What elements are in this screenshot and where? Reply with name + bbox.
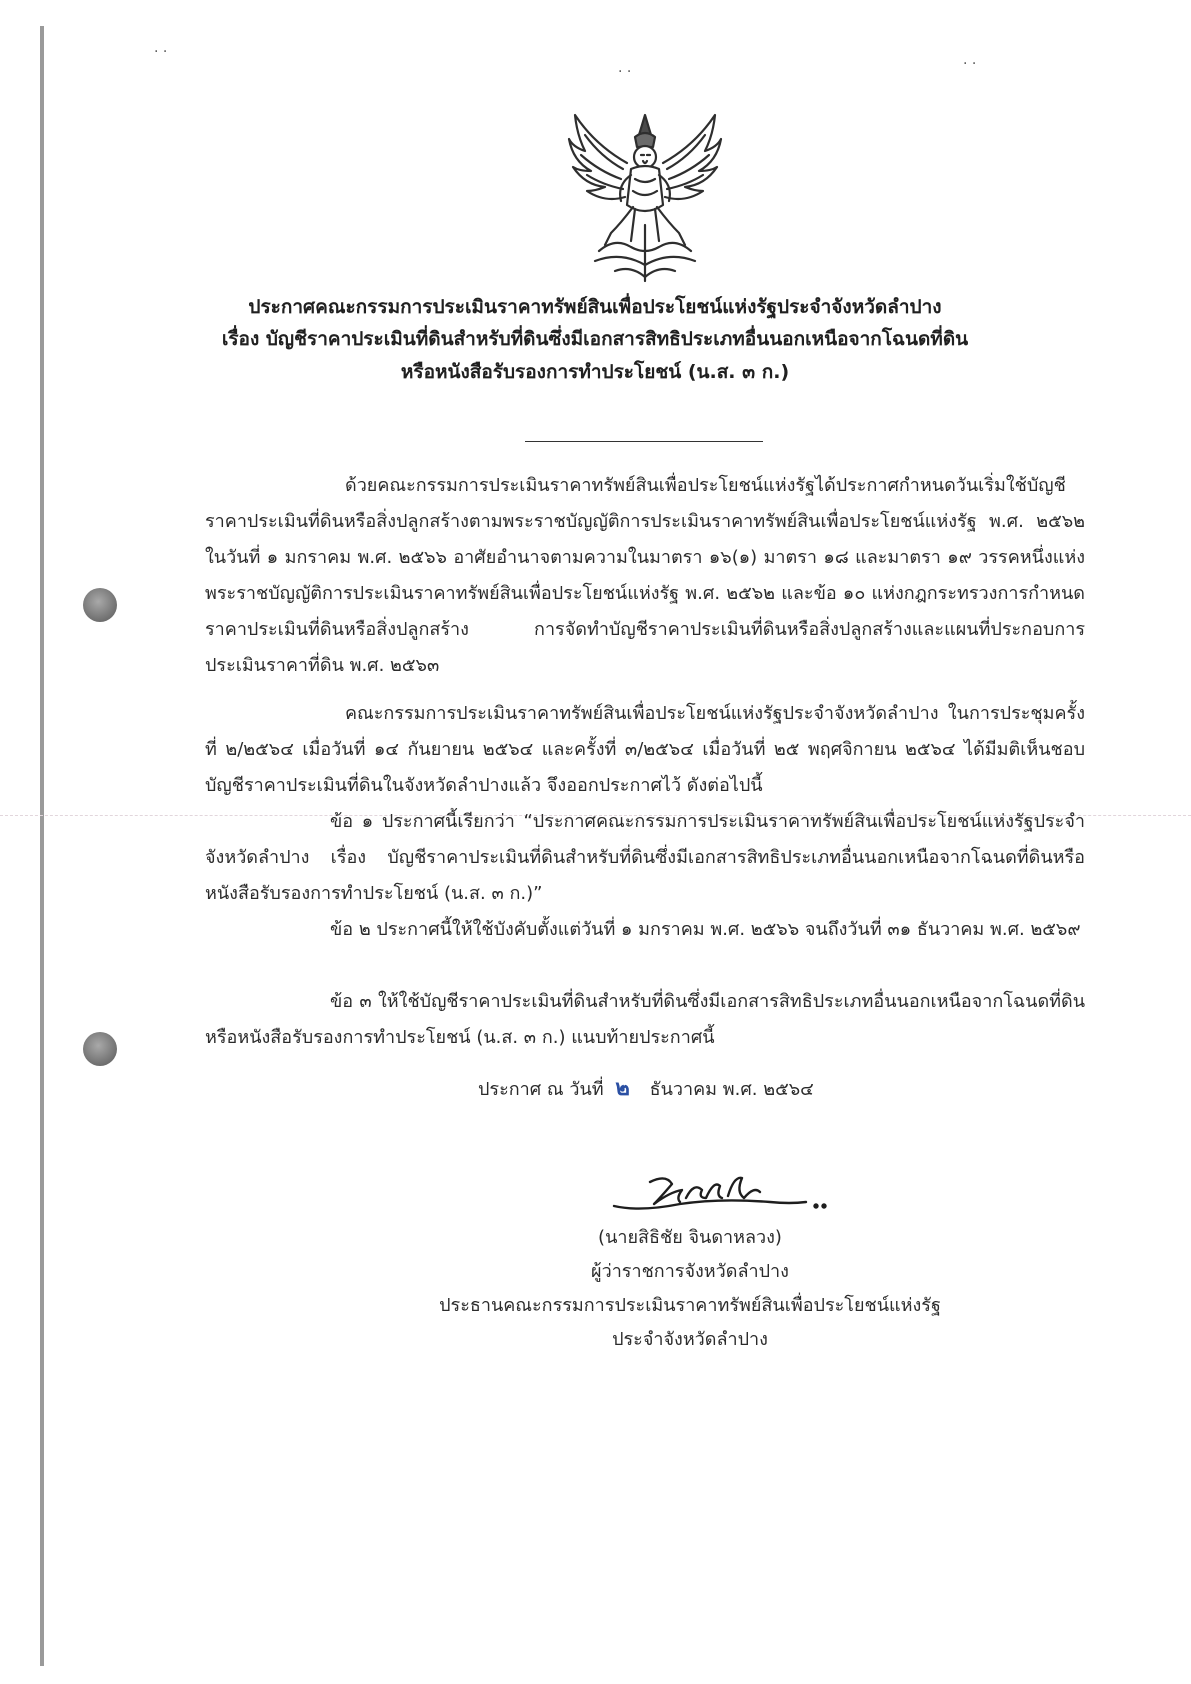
signatory-name: (นายสิธิชัย จินดาหลวง) bbox=[598, 1227, 782, 1248]
announcement-prefix: ประกาศ ณ วันที่ bbox=[478, 1079, 604, 1100]
scan-speck: · · bbox=[154, 44, 168, 60]
meeting-paragraph: คณะกรรมการประเมินราคาทรัพย์สินเพื่อประโยชน์แห่งรัฐประจำจังหวัดลำปาง ในการประชุมครั้งที่ ๒/๒๕๖๔ เมื่อวันที่ ๑๔ กันยายน ๒๕๖๔ และครั้งที่ ๓/๒๕๖๔ เมื่อวันที่ ๒๕ พฤศจิกายน ๒๕๖๔ ได้มีมติเห็นชอบบัญชีราคาประเมินที่ดินในจังหวัดลำปางแล้ว จึงออกประกาศไว้ ดังต่อไปนี้ bbox=[205, 703, 1085, 796]
handwritten-signature bbox=[610, 1168, 830, 1218]
announcement-day: ๒ bbox=[615, 1076, 630, 1101]
clause-3-paragraph: ข้อ ๓ ให้ใช้บัญชีราคาประเมินที่ดินสำหรับที่ดินซึ่งมีเอกสารสิทธิประเภทอื่นนอกเหนือจากโฉนดที่ดินหรือหนังสือรับรองการทำประโยชน์ (น.ส. ๓ ก.) แนบท้ายประกาศนี้ bbox=[205, 991, 1085, 1048]
announcement-date bbox=[478, 1070, 814, 1105]
clause-2-paragraph: ข้อ ๒ ประกาศนี้ให้ใช้บังคับตั้งแต่วันที่ ๑ มกราคม พ.ศ. ๒๕๖๖ จนถึงวันที่ ๓๑ ธันวาคม พ.ศ. ๒๕๖๙ bbox=[330, 919, 1081, 940]
announcement-month-year: ธันวาคม พ.ศ. ๒๕๖๔ bbox=[649, 1079, 814, 1100]
signatory-position: ผู้ว่าราชการจังหวัดลำปาง bbox=[591, 1261, 789, 1282]
punch-hole bbox=[83, 1032, 117, 1066]
scan-edge bbox=[40, 26, 44, 1666]
scan-speck: · · bbox=[618, 64, 632, 80]
scan-speck: · · bbox=[963, 56, 977, 72]
signatory-role-line-2: ประจำจังหวัดลำปาง bbox=[612, 1329, 768, 1350]
clause-1-paragraph: ข้อ ๑ ประกาศนี้เรียกว่า “ประกาศคณะกรรมการประเมินราคาทรัพย์สินเพื่อประโยชน์แห่งรัฐประจำจังหวัดลำปาง เรื่อง บัญชีราคาประเมินที่ดินสำหรับที่ดินซึ่งมีเอกสารสิทธิประเภทอื่นนอกเหนือจากโฉนดที่ดินหรือหนังสือรับรองการทำประโยชน์ (น.ส. ๓ ก.)” bbox=[205, 811, 1085, 904]
preamble-paragraph: ด้วยคณะกรรมการประเมินราคาทรัพย์สินเพื่อประโยชน์แห่งรัฐได้ประกาศกำหนดวันเริ่มใช้บัญชีราคาประเมินที่ดินหรือสิ่งปลูกสร้างตามพระราชบัญญัติการประเมินราคาทรัพย์สินเพื่อประโยชน์แห่งรัฐ พ.ศ. ๒๕๖๒ ในวันที่ ๑ มกราคม พ.ศ. ๒๕๖๖ อาศัยอำนาจตามความในมาตรา ๑๖(๑) มาตรา ๑๘ และมาตรา ๑๙ วรรคหนึ่งแห่งพระราชบัญญัติการประเมินราคาทรัพย์สินเพื่อประโยชน์แห่งรัฐ พ.ศ. ๒๕๖๒ และข้อ ๑๐ แห่งกฎกระทรวงการกำหนดราคาประเมินที่ดินหรือสิ่งปลูกสร้าง การจัดทำบัญชีราคาประเมินที่ดินหรือสิ่งปลูกสร้างและแผนที่ประกอบการประเมินราคาที่ดิน พ.ศ. ๒๕๖๓ bbox=[205, 475, 1085, 676]
title-separator bbox=[525, 441, 763, 442]
title-line-1: ประกาศคณะกรรมการประเมินราคาทรัพย์สินเพื่อประโยชน์แห่งรัฐประจำจังหวัดลำปาง bbox=[248, 296, 942, 318]
signatory-role-line-1: ประธานคณะกรรมการประเมินราคาทรัพย์สินเพื่อประโยชน์แห่งรัฐ bbox=[439, 1295, 941, 1316]
title-line-2: เรื่อง บัญชีราคาประเมินที่ดินสำหรับที่ดินซึ่งมีเอกสารสิทธิประเภทอื่นนอกเหนือจากโฉนดที่ดิน bbox=[221, 328, 969, 350]
garuda-emblem-icon bbox=[565, 105, 725, 285]
title-line-3: หรือหนังสือรับรองการทำประโยชน์ (น.ส. ๓ ก.) bbox=[400, 361, 790, 383]
punch-hole bbox=[83, 588, 117, 622]
